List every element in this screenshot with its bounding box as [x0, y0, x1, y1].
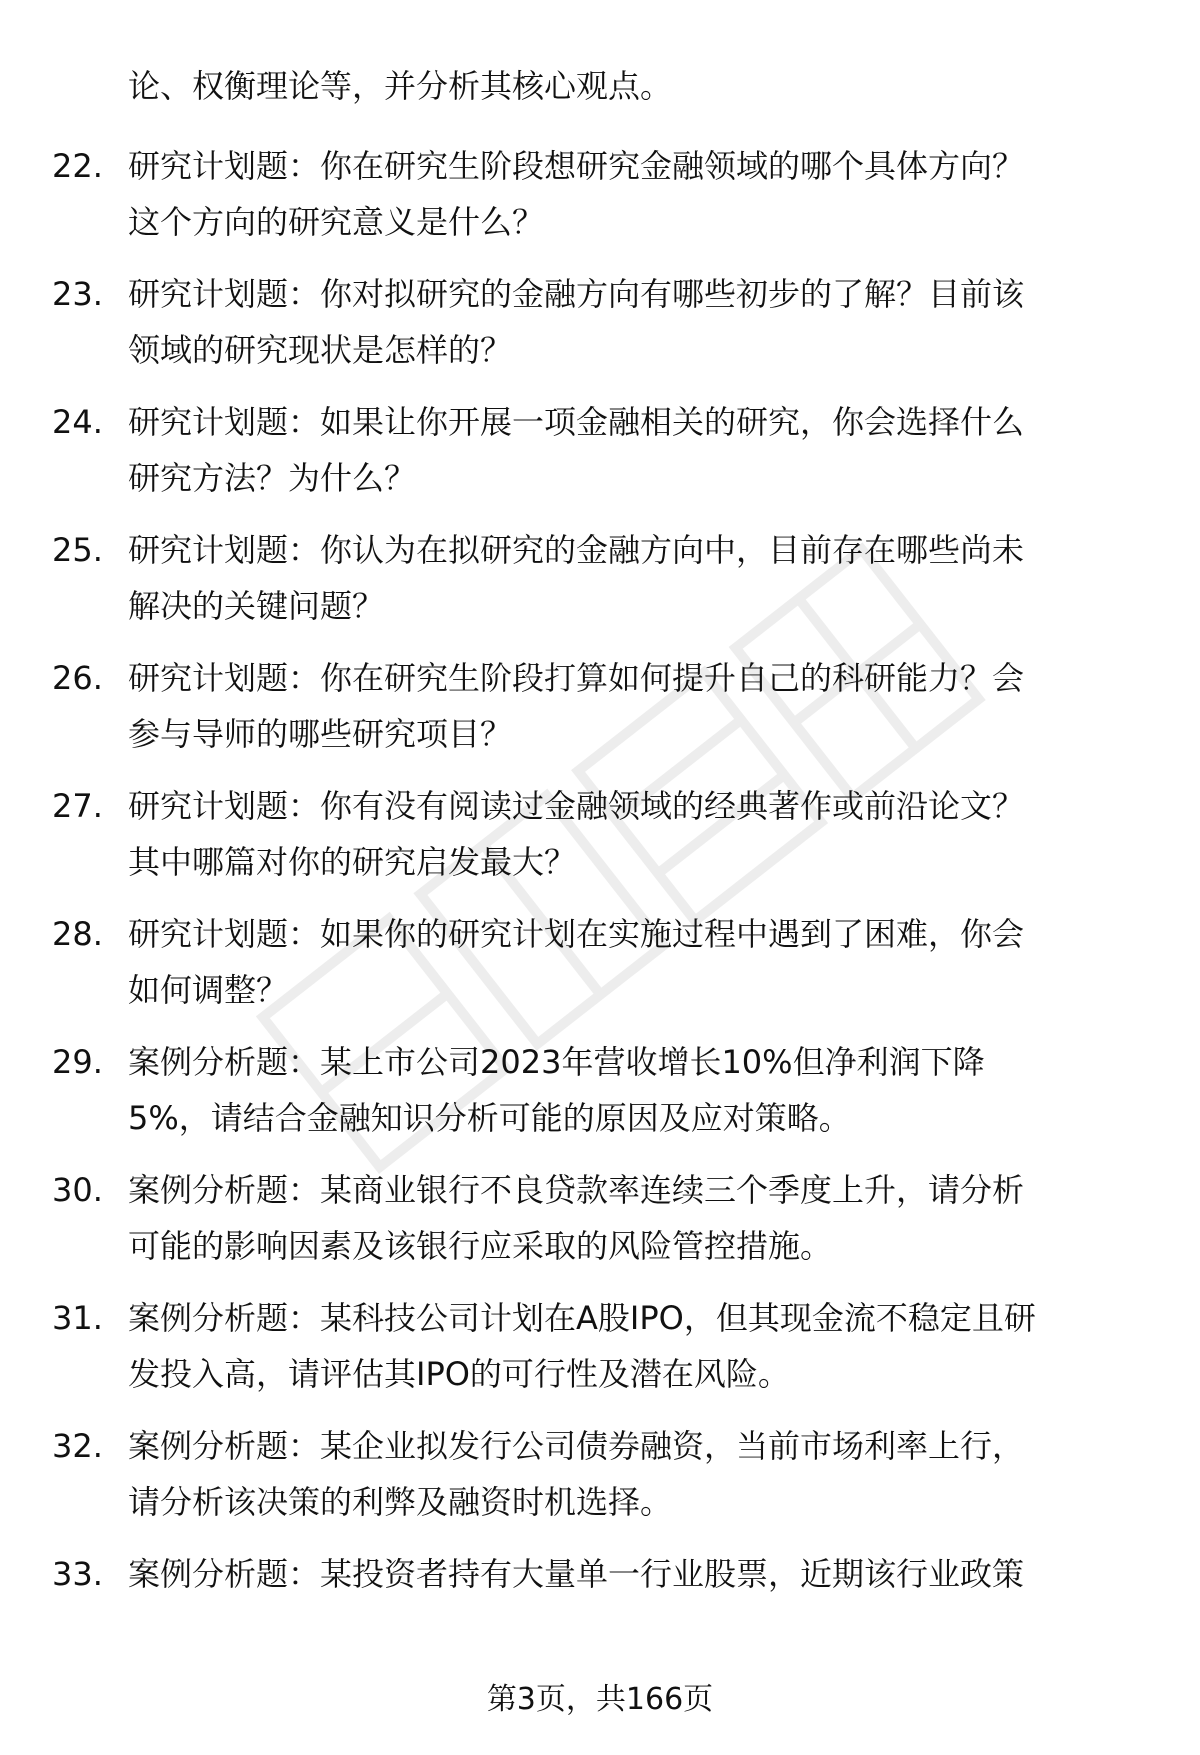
question-item-30: [0, 1162, 1200, 1290]
question-line: 可能的影响因素及该银行应采取的风险管控措施。: [128, 1227, 833, 1265]
question-line: 其中哪篇对你的研究启发最大？: [128, 843, 577, 881]
question-text: [128, 138, 1168, 250]
question-text: [128, 650, 1168, 762]
question-number: 22.: [52, 147, 103, 185]
question-number: 29.: [52, 1043, 103, 1081]
question-number: 23.: [52, 275, 103, 313]
question-item-31: [0, 1290, 1200, 1418]
question-item-26: [0, 650, 1200, 778]
question-item-23: [0, 266, 1200, 394]
question-line: 领域的研究现状是怎样的？: [128, 331, 513, 369]
question-item-27: [0, 778, 1200, 906]
question-line: 这个方向的研究意义是什么？: [128, 203, 545, 241]
question-line: 解决的关键问题？: [128, 587, 385, 625]
question-text: [128, 1418, 1168, 1530]
question-item-24: [0, 394, 1200, 522]
question-line: 案例分析题：某企业拟发行公司债券融资，当前市场利率上行，: [128, 1427, 1025, 1465]
question-number: 28.: [52, 915, 103, 953]
question-line: 如何调整？: [128, 971, 289, 1009]
question-text: [128, 1034, 1168, 1146]
question-number: 24.: [52, 403, 103, 441]
question-text: [128, 1162, 1168, 1274]
question-number: 32.: [52, 1427, 103, 1465]
question-line: 参与导师的哪些研究项目？: [128, 715, 513, 753]
question-number: 25.: [52, 531, 103, 569]
question-text: [128, 1546, 1168, 1602]
question-number: 31.: [52, 1299, 103, 1337]
question-number: 30.: [52, 1171, 103, 1209]
question-line: 研究计划题：你对拟研究的金融方向有哪些初步的了解？目前该: [128, 275, 1025, 313]
question-number: 26.: [52, 659, 103, 697]
question-number: 27.: [52, 787, 103, 825]
question-text: [128, 906, 1168, 1018]
question-line: 案例分析题：某商业银行不良贷款率连续三个季度上升，请分析: [128, 1171, 1025, 1209]
question-line: 案例分析题：某投资者持有大量单一行业股票，近期该行业政策: [128, 1555, 1025, 1593]
question-line: 研究计划题：如果让你开展一项金融相关的研究，你会选择什么: [128, 403, 1025, 441]
question-line: 请分析该决策的利弊及融资时机选择。: [128, 1483, 673, 1521]
question-item-25: [0, 522, 1200, 650]
question-text: [128, 778, 1168, 890]
question-line: 研究计划题：你有没有阅读过金融领域的经典著作或前沿论文？: [128, 787, 1025, 825]
question-line: 5%，请结合金融知识分析可能的原因及应对策略。: [128, 1099, 851, 1137]
question-item-33: [0, 1546, 1200, 1674]
question-item-32: [0, 1418, 1200, 1546]
question-list: [0, 138, 1200, 1674]
question-text: [128, 522, 1168, 634]
question-item-29: [0, 1034, 1200, 1162]
question-line: 案例分析题：某上市公司2023年营收增长10%但净利润下降: [128, 1043, 985, 1081]
question-item-22: [0, 138, 1200, 266]
question-line: 研究计划题：你在研究生阶段打算如何提升自己的科研能力？会: [128, 659, 1025, 697]
continuation-text: 论、权衡理论等，并分析其核心观点。: [128, 67, 673, 105]
question-number: 33.: [52, 1555, 103, 1593]
question-text: [128, 266, 1168, 378]
question-line: 发投入高，请评估其IPO的可行性及潜在风险。: [128, 1355, 790, 1393]
question-text: [128, 394, 1168, 506]
question-line: 研究方法？为什么？: [128, 459, 417, 497]
question-line: 研究计划题：你认为在拟研究的金融方向中，目前存在哪些尚未: [128, 531, 1025, 569]
page-footer: 第3页，共166页: [486, 1682, 714, 1717]
question-item-28: [0, 906, 1200, 1034]
question-line: 研究计划题：如果你的研究计划在实施过程中遇到了困难，你会: [128, 915, 1025, 953]
question-line: 案例分析题：某科技公司计划在A股IPO，但其现金流不稳定且研: [128, 1299, 1036, 1337]
question-text: [128, 1290, 1168, 1402]
question-line: 研究计划题：你在研究生阶段想研究金融领域的哪个具体方向？: [128, 147, 1025, 185]
